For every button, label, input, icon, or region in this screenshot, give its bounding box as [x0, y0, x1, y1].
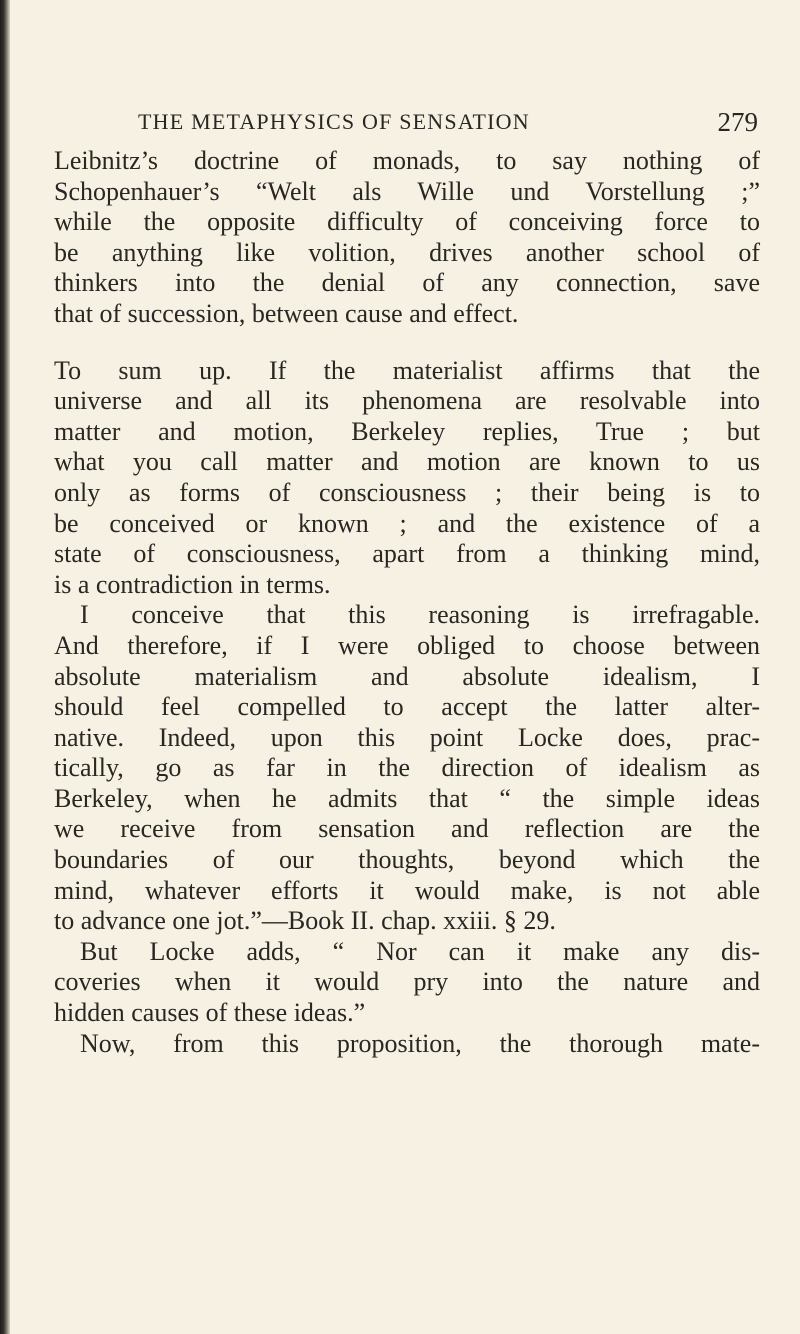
text-line: But Locke adds, “ Nor can it make any dis- [80, 936, 760, 966]
text-line: be conceived or known ; and the existence of a [54, 508, 760, 538]
paragraph-3 [54, 600, 760, 937]
paragraph-5 [54, 1029, 760, 1060]
text-line: is a contradiction in terms. [54, 569, 331, 599]
text-line: Berkeley, when he admits that “ the simple ideas [54, 783, 760, 813]
book-page [54, 0, 760, 1334]
body-text [54, 146, 760, 1059]
text-line: Leibnitz’s doctrine of monads, to say nothing of [54, 146, 760, 175]
paragraph-4 [54, 937, 760, 1029]
text-line: hidden causes of these ideas.” [54, 998, 366, 1028]
text-line: matter and motion, Berkeley replies, True ; but [54, 416, 760, 446]
text-line: coveries when it would pry into the nature and [54, 967, 760, 997]
page-binding-edge [0, 0, 10, 1334]
text-line: Schopenhauer’s “Welt als Wille und Vorstellung ;” [54, 176, 760, 206]
running-head: THE METAPHYSICS OF SENSATION [138, 109, 530, 134]
text-line: that of succession, between cause and effect. [54, 298, 519, 328]
text-line: boundaries of our thoughts, beyond which the [54, 845, 760, 875]
text-line: be anything like volition, drives another school of [54, 237, 760, 267]
text-line: native. Indeed, upon this point Locke does, prac- [54, 722, 760, 752]
paragraph-1 [54, 146, 760, 330]
text-line: to advance one jot.”—Book II. chap. xxiii. § 29. [54, 906, 556, 936]
text-line: Now, from this proposition, the thorough mate- [80, 1028, 760, 1058]
page-header [54, 102, 760, 142]
text-line: we receive from sensation and reflection are the [54, 814, 760, 844]
text-line: what you call matter and motion are known to us [54, 447, 760, 477]
page-number: 279 [717, 107, 758, 137]
text-line: absolute materialism and absolute idealism, I [54, 661, 760, 691]
text-line: mind, whatever efforts it would make, is not able [54, 875, 760, 905]
text-line: tically, go as far in the direction of idealism as [54, 753, 760, 783]
text-line: thinkers into the denial of any connection, save [54, 268, 760, 298]
text-line: only as forms of consciousness ; their being is to [54, 477, 760, 507]
text-line: To sum up. If the materialist affirms that the [54, 355, 760, 385]
text-line: And therefore, if I were obliged to choose between [54, 630, 760, 660]
text-line: while the opposite difficulty of conceiving force to [54, 207, 760, 237]
text-line: should feel compelled to accept the latter alter- [54, 692, 760, 722]
text-line: universe and all its phenomena are resolvable into [54, 386, 760, 416]
text-line: I conceive that this reasoning is irrefragable. [80, 600, 760, 630]
text-line: state of consciousness, apart from a thinking mind, [54, 539, 760, 569]
paragraph-2 [54, 356, 760, 601]
